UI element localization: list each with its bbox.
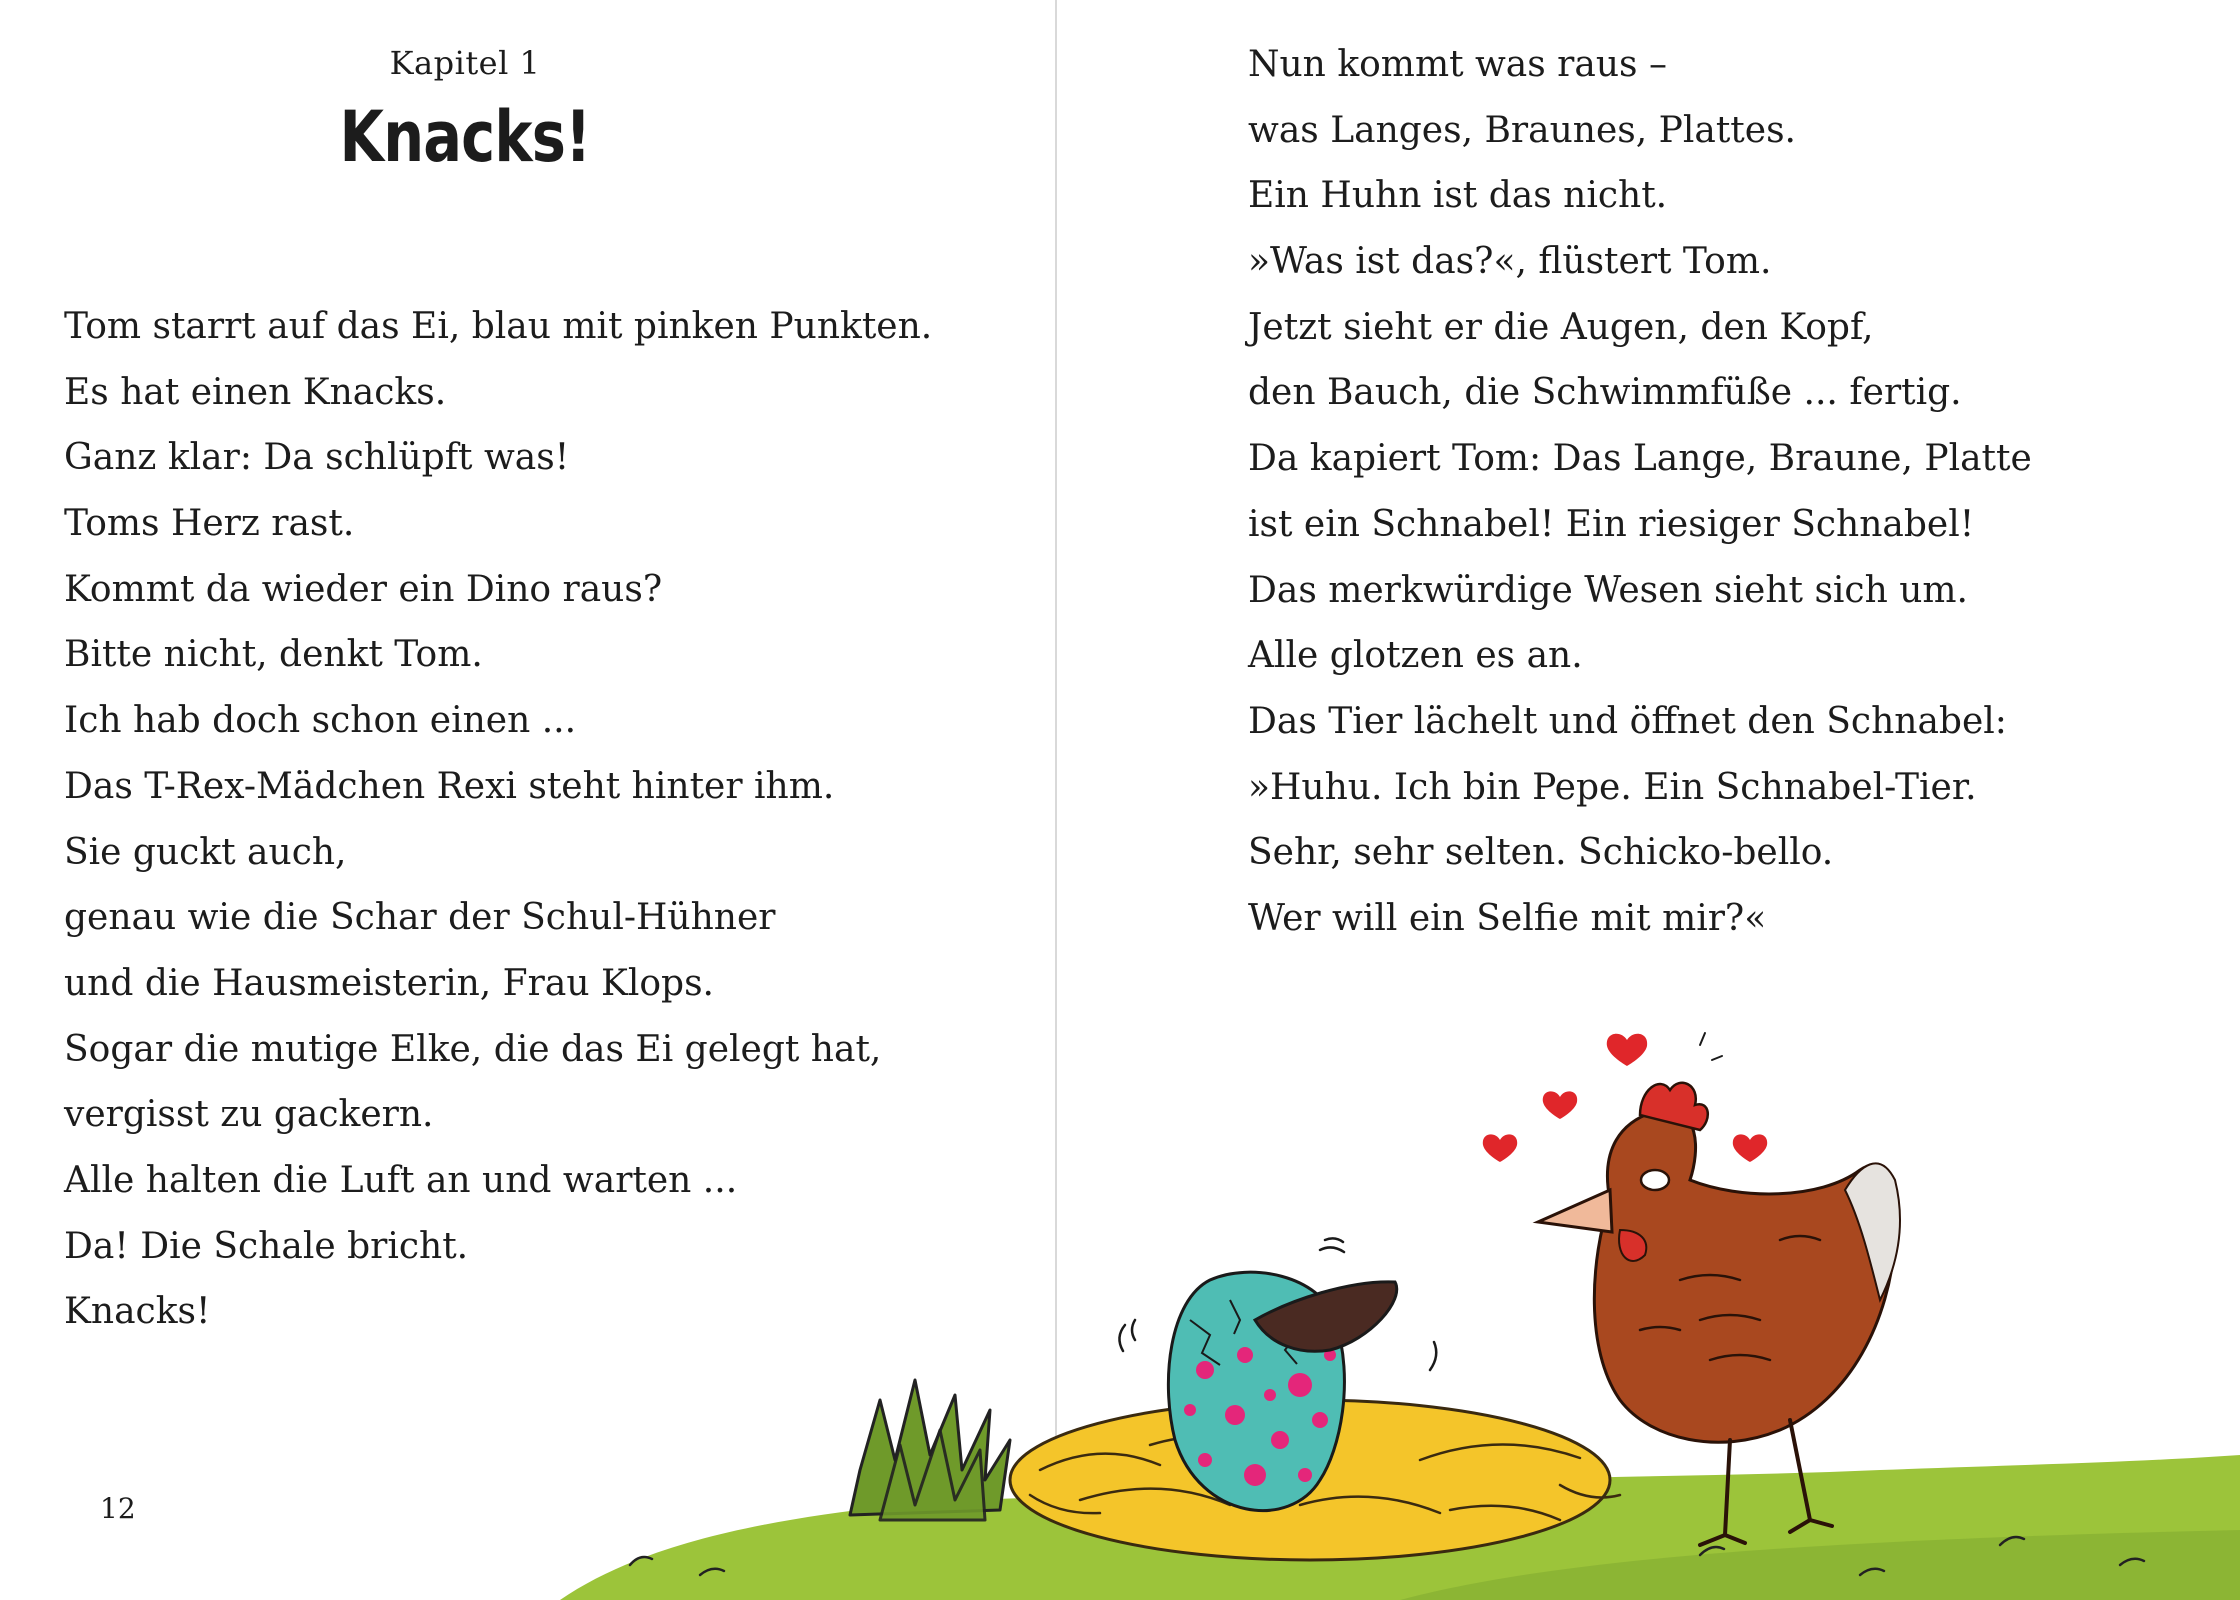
text-line: Jetzt sieht er die Augen, den Kopf, xyxy=(1248,306,1874,348)
text-line: »Huhu. Ich bin Pepe. Ein Schnabel-Tier. xyxy=(1248,766,1977,808)
text-line: Bitte nicht, denkt Tom. xyxy=(64,634,483,676)
text-line: Toms Herz rast. xyxy=(64,503,355,545)
text-line: Kommt da wieder ein Dino raus? xyxy=(64,568,663,610)
text-line: Ich hab doch schon einen ... xyxy=(64,700,577,742)
text-line: ist ein Schnabel! Ein riesiger Schnabel! xyxy=(1248,503,1975,545)
text-line: Sehr, sehr selten. Schicko-bello. xyxy=(1248,832,1834,874)
text-line: was Langes, Braunes, Plattes. xyxy=(1248,109,1796,151)
text-line: Das merkwürdige Wesen sieht sich um. xyxy=(1248,569,1968,611)
page-number: 12 xyxy=(100,1492,136,1525)
text-line: Knacks! xyxy=(64,1291,211,1333)
text-line: genau wie die Schar der Schul-Hühner xyxy=(64,897,776,939)
text-line: den Bauch, die Schwimmfüße ... fertig. xyxy=(1248,372,1962,414)
text-line: Das T-Rex-Mädchen Rexi steht hinter ihm. xyxy=(64,765,835,807)
text-line: Wer will ein Selfie mit mir?« xyxy=(1248,897,1767,939)
text-line: Ein Huhn ist das nicht. xyxy=(1248,175,1668,217)
text-line: Nun kommt was raus – xyxy=(1248,44,1667,85)
chapter-title: Knacks! xyxy=(339,96,591,178)
text-line: Da! Die Schale bricht. xyxy=(64,1225,469,1267)
text-line: Tom starrt auf das Ei, blau mit pinken Punkten. xyxy=(64,306,933,347)
text-line: vergisst zu gackern. xyxy=(64,1094,434,1136)
text-line: und die Hausmeisterin, Frau Klops. xyxy=(64,962,715,1004)
chapter-label: Kapitel 1 xyxy=(389,44,541,82)
text-line: Ganz klar: Da schlüpft was! xyxy=(64,437,570,479)
text-line: Es hat einen Knacks. xyxy=(64,371,447,413)
text-line: Alle halten die Luft an und warten ... xyxy=(64,1159,738,1201)
text-line: Das Tier lächelt und öffnet den Schnabel: xyxy=(1248,700,2007,742)
text-line: Sie guckt auch, xyxy=(64,831,347,873)
text-line: Da kapiert Tom: Das Lange, Braune, Platte xyxy=(1248,438,2032,480)
text-line: Sogar die mutige Elke, die das Ei gelegt hat, xyxy=(64,1028,882,1070)
text-line: Alle glotzen es an. xyxy=(1248,635,1583,677)
text-line: »Was ist das?«, flüstert Tom. xyxy=(1248,241,1772,283)
